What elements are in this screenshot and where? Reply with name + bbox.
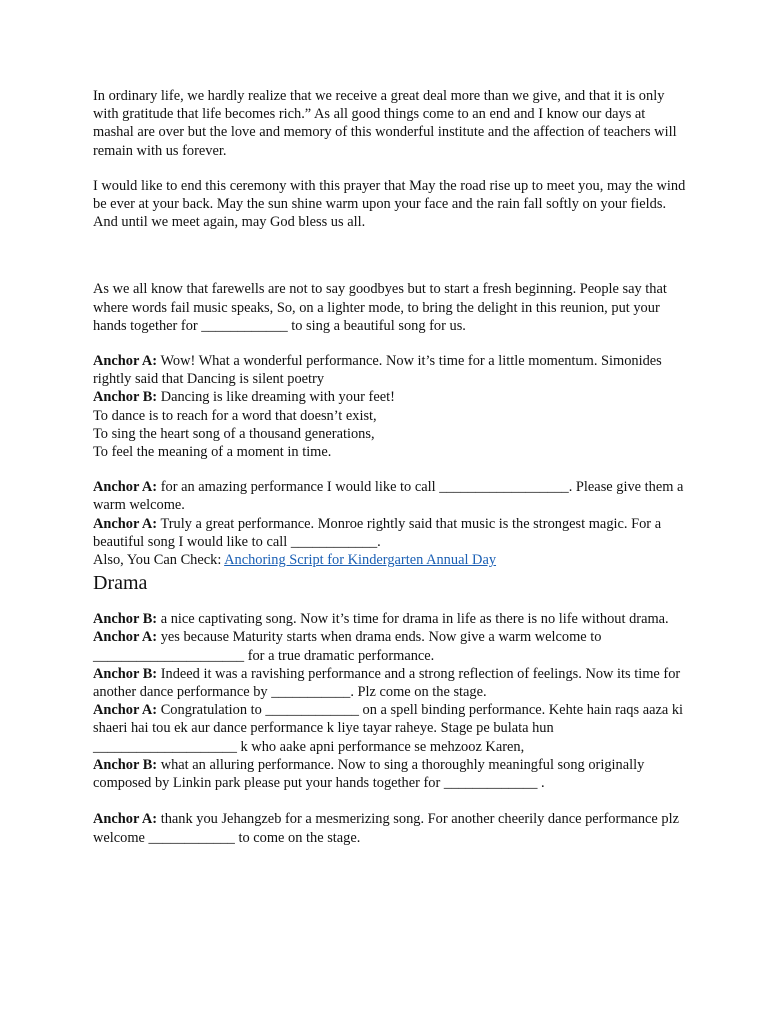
speaker-label: Anchor A: <box>93 629 158 646</box>
intro-paragraph-1: In ordinary life, we hardly realize that we receive a great deal more than we give, and that it is only with gratitude that life becomes rich.” As all good things come to an end and I know our days at mashal are over but the love and memory of this wonderful institute and the affection of teachers will remain with us forever. <box>93 88 677 159</box>
intro-paragraph-2: I would like to end this ceremony with this prayer that May the road rise up to meet you, may the wind be ever at your back. May the sun shine warm upon your face and the rain fall softly on your fields. And until we meet again, may God bless us all. <box>93 177 686 231</box>
speaker-label: Anchor A: <box>93 353 158 370</box>
dialogue-line <box>93 665 689 701</box>
dialogue-text: what an alluring performance. Now to sing a thoroughly meaningful song originally composed by Linkin park please put your hands together for _____________ . <box>93 756 645 792</box>
dialogue-text: Truly a great performance. Monroe rightly said that music is the strongest magic. For a beautiful song I would like to call ____________. <box>93 515 662 550</box>
dialogue-text: a nice captivating song. Now it’s time for drama in life as there is no life without drama. <box>157 611 669 628</box>
section-heading-drama: Drama <box>93 572 148 595</box>
dialogue-text: for an amazing performance I would like to call __________________. Please give them a warm welcome. <box>93 479 684 514</box>
speaker-label: Anchor A: <box>93 702 158 719</box>
speaker-label: Anchor B: <box>93 756 158 773</box>
dialogue-line <box>93 701 689 756</box>
speaker-label: Anchor B: <box>93 611 158 628</box>
dialogue-line <box>93 628 689 664</box>
poem-line: To dance is to reach for a word that doesn’t exist, <box>93 407 377 424</box>
dialogue-text: yes because Maturity starts when drama ends. Now give a warm welcome to _____________________ for a true dramatic performance. <box>93 629 602 664</box>
poem-line: To sing the heart song of a thousand generations, <box>93 425 375 442</box>
speaker-label: Anchor A: <box>93 479 158 496</box>
document-body <box>93 87 689 847</box>
dialogue-line <box>93 478 689 514</box>
dialogue-text: Indeed it was a ravishing performance and a strong reflection of feelings. Now its time for another dance performance by ___________. Plz come on the stage. <box>93 665 681 701</box>
dialogue-line <box>93 515 689 551</box>
speaker-label: Anchor B: <box>93 665 158 682</box>
dialogue-line <box>93 352 689 388</box>
speaker-label: Anchor A: <box>93 811 158 828</box>
dialogue-text: Congratulation to _____________ on a spell binding performance. Kehte hain raqs aaza ki shaeri hai tou ek aur dance performance k liye tayar raheye. Stage pe bulata hun ____________________ k who aake apni performance se mehzooz Karen, <box>93 702 684 755</box>
speaker-label: Anchor A: <box>93 515 158 532</box>
also-check-line <box>93 551 689 569</box>
dialogue-line <box>93 756 689 792</box>
kindergarten-script-link[interactable]: Anchoring Script for Kindergarten Annual Day <box>224 552 497 569</box>
intro-paragraph-3: As we all know that farewells are not to say goodbyes but to start a fresh beginning. People say that where words fail music speaks, So, on a lighter mode, to bring the delight in this reunion, put your hands together for ____________ to sing a beautiful song for us. <box>93 281 667 334</box>
dialogue-text: Wow! What a wonderful performance. Now it’s time for a little momentum. Simonides rightly said that Dancing is silent poetry <box>93 353 662 388</box>
dialogue-text: Dancing is like dreaming with your feet! <box>157 389 395 406</box>
also-check-prefix: Also, You Can Check: <box>93 552 225 569</box>
dialogue-line <box>93 610 689 628</box>
speaker-label: Anchor B: <box>93 389 158 406</box>
dialogue-text: thank you Jehangzeb for a mesmerizing song. For another cheerily dance performance plz welcome ____________ to come on the stage. <box>93 811 679 846</box>
dialogue-line <box>93 388 689 406</box>
poem-line: To feel the meaning of a moment in time. <box>93 444 332 461</box>
dialogue-line <box>93 810 689 846</box>
